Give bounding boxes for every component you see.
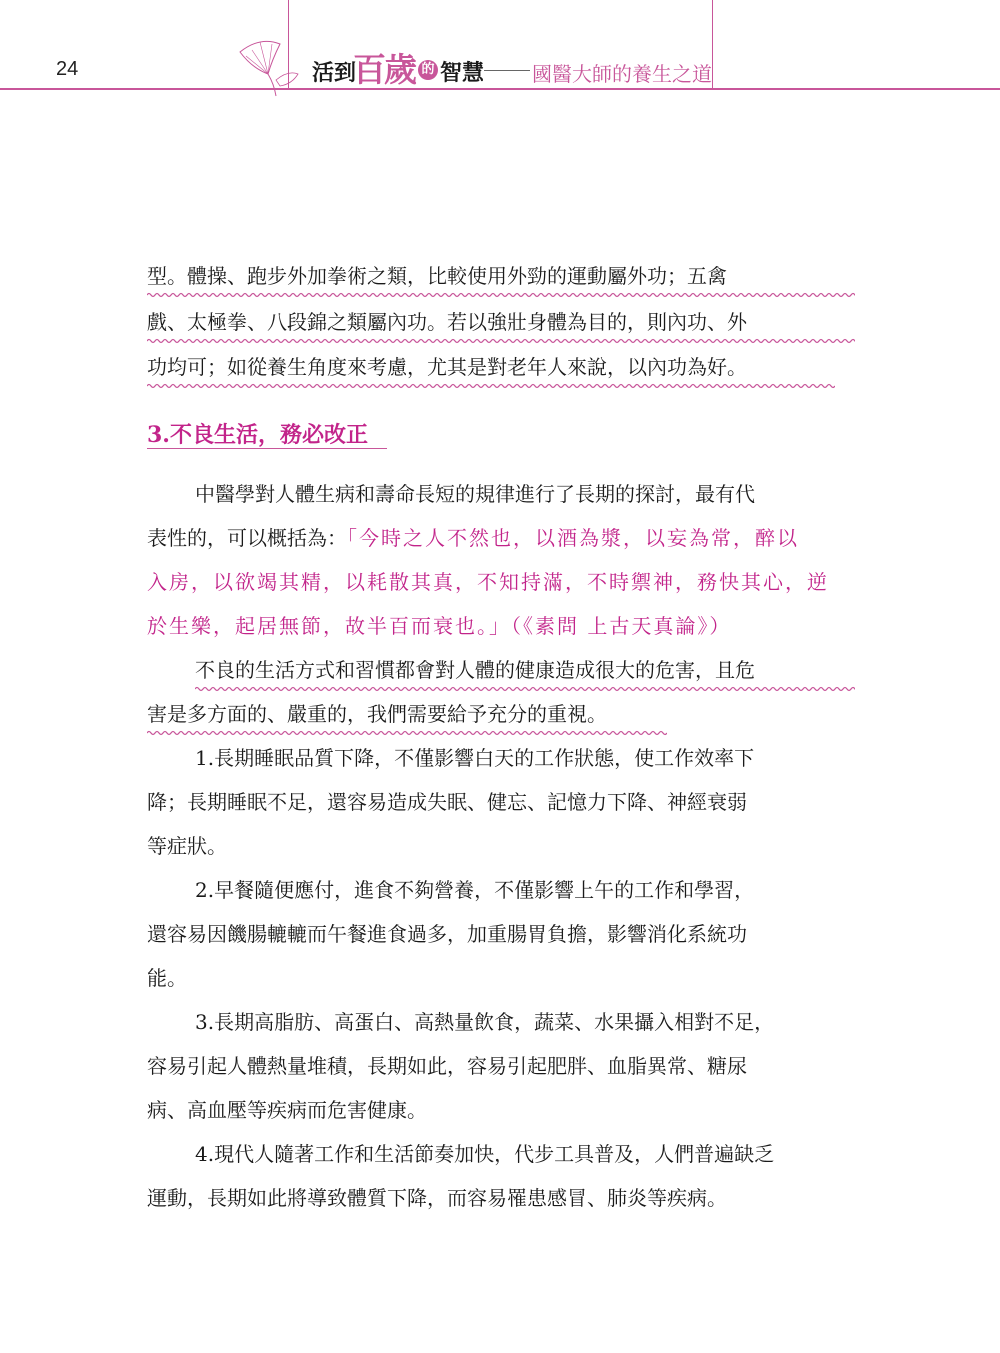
item-4-line-1: 4.現代人隨著工作和生活節奏加快，代步工具普及，人們普遍缺乏 [195, 1142, 775, 1166]
classic-quote: 「今時之人不然也，以酒為漿，以妄為常，醉以 [347, 526, 799, 550]
classic-quote-line-2: 入房，以欲竭其精，以耗散其真，不知持滿，不時禦神，務快其心，逆 [147, 570, 829, 594]
page-number: 24 [56, 58, 79, 80]
wavy-underline [147, 382, 835, 390]
book-subtitle: 國醫大師的養生之道 [532, 62, 712, 86]
item-2-line-2: 還容易因饑腸轆轆而午餐進食過多，加重腸胃負擔，影響消化系統功 [147, 922, 747, 946]
ginkgo-leaf-icon [232, 34, 302, 98]
p2-line-2: 害是多方面的、嚴重的，我們需要給予充分的重視。 [147, 702, 607, 726]
p1-line-2-text: 表性的，可以概括為： [147, 526, 347, 550]
item-3-line-1: 3.長期高脂肪、高蛋白、高熱量飲食，蔬菜、水果攝入相對不足， [195, 1010, 775, 1034]
wavy-underline [147, 337, 855, 345]
intro-line-3: 功均可；如從養生角度來考慮，尤其是對老年人來說，以內功為好。 [147, 355, 747, 379]
book-title-part1: 活到 [312, 60, 357, 86]
item-3-line-2: 容易引起人體熱量堆積，長期如此，容易引起肥胖、血脂異常、糖尿 [147, 1054, 747, 1078]
header-rule [0, 88, 1000, 90]
title-dash [484, 70, 530, 71]
header-divider-right [712, 0, 713, 88]
book-title-circle: 的 [418, 60, 438, 80]
wavy-underline [147, 291, 855, 299]
p2-line-1: 不良的生活方式和習慣都會對人體的健康造成很大的危害，且危 [195, 658, 755, 682]
item-3-line-3: 病、高血壓等疾病而危害健康。 [147, 1098, 427, 1122]
wavy-underline [195, 685, 855, 693]
item-2-line-1: 2.早餐隨便應付，進食不夠營養，不僅影響上午的工作和學習， [195, 878, 755, 902]
section-heading-rule [147, 448, 387, 449]
p1-line-1: 中醫學對人體生病和壽命長短的規律進行了長期的探討，最有代 [195, 482, 755, 506]
item-4-line-2: 運動，長期如此將導致體質下降，而容易罹患感冒、肺炎等疾病。 [147, 1186, 727, 1210]
p1-line-2 [147, 526, 867, 550]
section-heading: 3.不良生活，務必改正 [147, 422, 368, 448]
book-title-highlight: 百歲 [353, 50, 415, 89]
item-1-line-2: 降；長期睡眠不足，還容易造成失眠、健忘、記憶力下降、神經衰弱 [147, 790, 747, 814]
item-1-line-3: 等症狀。 [147, 834, 227, 858]
item-1-line-1: 1.長期睡眠品質下降，不僅影響白天的工作狀態，使工作效率下 [195, 746, 755, 770]
intro-line-1: 型。體操、跑步外加拳術之類，比較使用外勁的運動屬外功；五禽 [147, 264, 727, 288]
classic-quote-line-3: 於生樂，起居無節，故半百而衰也。」（《素問 上古天真論》） [147, 614, 732, 638]
book-title-part2: 智慧 [440, 60, 485, 86]
item-2-line-3: 能。 [147, 966, 187, 990]
intro-line-2: 戲、太極拳、八段錦之類屬內功。若以強壯身體為目的，則內功、外 [147, 310, 747, 334]
wavy-underline [147, 729, 667, 737]
